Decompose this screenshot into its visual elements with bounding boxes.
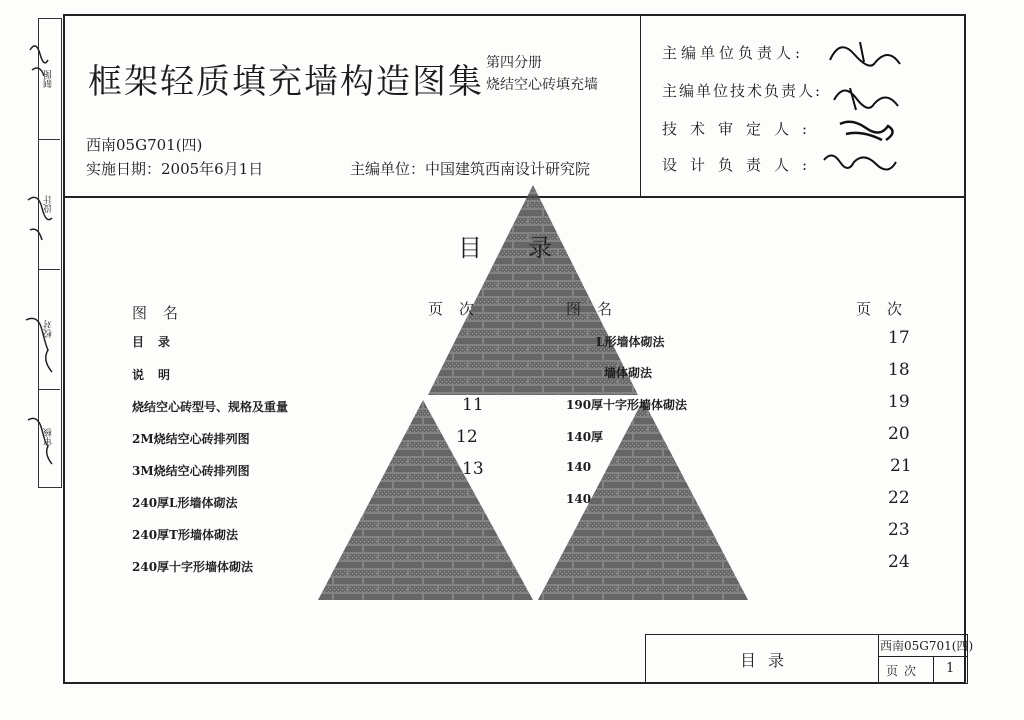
toc-right-item: 140 <box>566 460 592 474</box>
effective-date: 实施日期：2005年6月1日 <box>86 160 264 178</box>
toc-left-item: 烧结空心砖型号、规格及重量 <box>132 400 289 414</box>
volume-subtitle: 烧结空心砖填充墙 <box>486 77 598 93</box>
atlas-title: 框架轻质填充墙构造图集 <box>88 62 484 102</box>
toc-right-page: 21 <box>890 456 912 476</box>
side-cell-design: 设计 <box>39 139 60 269</box>
approval-signatures <box>820 30 930 180</box>
toc-right-page: 17 <box>888 328 910 348</box>
toc-left-item: 目录 <box>132 335 185 349</box>
toc-left-item: 2M烧结空心砖排列图 <box>132 432 250 446</box>
side-signatures <box>22 30 62 490</box>
toc-left-item: 3M烧结空心砖排列图 <box>132 464 250 478</box>
toc-left-item: 240厚T形墙体砌法 <box>132 528 238 542</box>
toc-col-page-right: 页次 <box>856 300 919 318</box>
toc-left-item: 240厚十字形墙体砌法 <box>132 560 254 574</box>
title-block-divider <box>878 634 879 684</box>
toc-left-item: 说明 <box>132 368 185 382</box>
toc-right-item: 140 <box>566 492 592 506</box>
toc-left-page: 11 <box>462 395 484 415</box>
editor-unit: 主编单位：中国建筑西南设计研究院 <box>350 160 591 178</box>
title-block-code: 西南05G701(四) <box>880 639 974 653</box>
title-block-cell-divider <box>933 656 934 684</box>
toc-right-page: 23 <box>888 520 910 540</box>
toc-right-page: 22 <box>888 488 910 508</box>
toc-title: 目录 <box>458 234 598 262</box>
toc-col-name-right: 图名 <box>566 300 629 318</box>
title-block-name: 目录 <box>740 651 797 670</box>
toc-right-page: 19 <box>888 392 910 412</box>
side-cell-drawing: 制图 <box>44 70 54 88</box>
toc-right-item: 190厚十字形墙体砌法 <box>566 398 688 412</box>
toc-right-page: 18 <box>888 360 910 380</box>
title-block-row-divider <box>878 656 968 657</box>
toc-right-page: 20 <box>888 424 910 444</box>
side-cell-review: 审核 <box>39 389 60 485</box>
toc-right-page: 24 <box>888 552 910 572</box>
side-cell-proofread: 校对 <box>39 269 60 389</box>
toc-right-item: L形墙体砌法 <box>596 335 665 349</box>
approval-role-tech: 主编单位技术负责人: <box>662 82 823 100</box>
standard-code: 西南05G701(四) <box>86 136 203 154</box>
title-block-page-label: 页次 <box>886 664 923 678</box>
toc-right-item: 墙体砌法 <box>604 366 653 380</box>
toc-right-item: 140厚 <box>566 430 604 444</box>
toc-col-page-left: 页次 <box>428 300 491 318</box>
approval-role-review: 技术审定人: <box>662 120 821 138</box>
toc-col-name-left: 图名 <box>132 304 195 322</box>
approval-role-chief: 主编单位负责人: <box>662 44 805 62</box>
toc-left-page: 12 <box>456 427 478 447</box>
toc-left-item: 240厚L形墙体砌法 <box>132 496 238 510</box>
volume-label: 第四分册 <box>486 55 542 71</box>
approval-role-design: 设计负责人: <box>662 156 821 174</box>
toc-left-page: 13 <box>462 459 484 479</box>
title-block-page-number: 1 <box>946 661 955 676</box>
